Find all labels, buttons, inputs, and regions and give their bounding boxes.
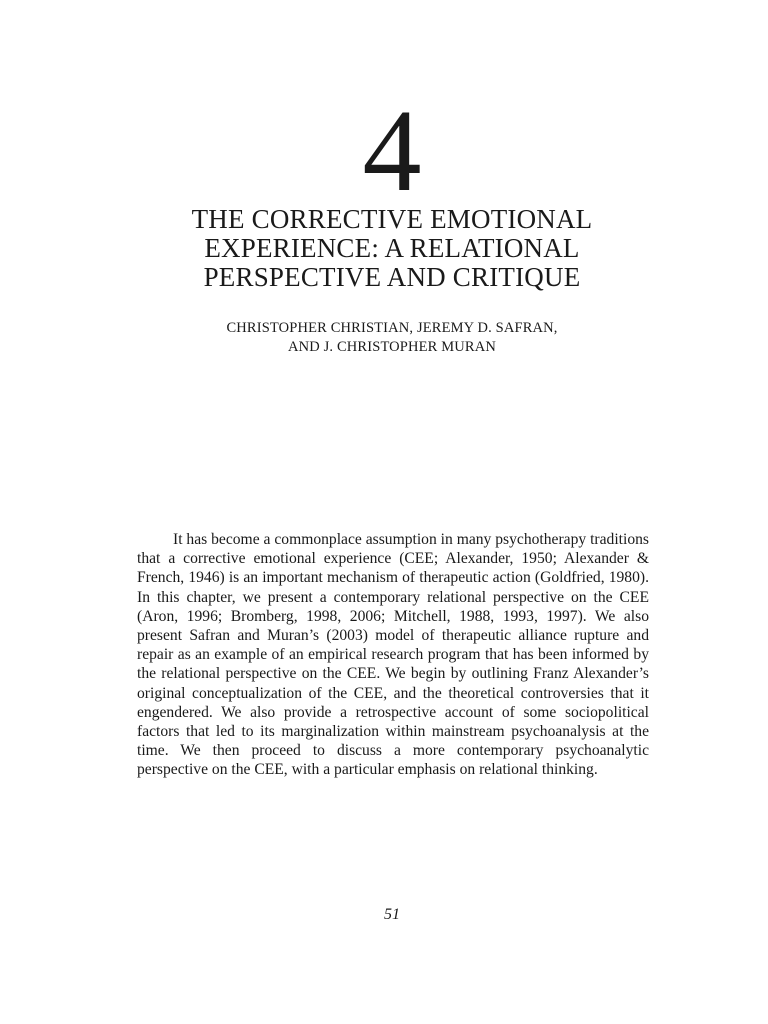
chapter-title-line: PERSPECTIVE AND CRITIQUE [203, 262, 581, 292]
chapter-title [0, 205, 768, 292]
authors-line: AND J. CHRISTOPHER MURAN [288, 339, 496, 355]
body-paragraph: It has become a commonplace assumption in many psychotherapy traditions that a corrective emotional experience (CEE; Alexander, 1950; Alexander & French, 1946) is an important mechanism of therapeutic action (Goldfried, 1980). In this chapter, we present a contemporary relational perspective on the CEE (Aron, 1996; Bromberg, 1998, 2006; Mitchell, 1988, 1993, 1997). We also present Safran and Muran’s (2003) model of therapeutic alliance rupture and repair as an example of an empirical research program that has been informed by the relational perspective on the CEE. We begin by outlining Franz Alexander’s original conceptualization of the CEE, and the theoretical controversies that it engendered. We also provide a retrospective account of some sociopolitical factors that led to its marginalization within mainstream psychoanalysis at the time. We then proceed to discuss a more contemporary psychoanalytic perspective on the CEE, with a particular emphasis on relational thinking. [137, 531, 649, 779]
page-number: 51 [384, 906, 400, 923]
chapter-number: 4 [362, 85, 422, 216]
chapter-authors [0, 319, 768, 357]
chapter-title-line: THE CORRECTIVE EMOTIONAL [191, 204, 593, 234]
authors-line: CHRISTOPHER CHRISTIAN, JEREMY D. SAFRAN, [226, 320, 558, 336]
chapter-title-line: EXPERIENCE: A RELATIONAL [204, 233, 580, 263]
